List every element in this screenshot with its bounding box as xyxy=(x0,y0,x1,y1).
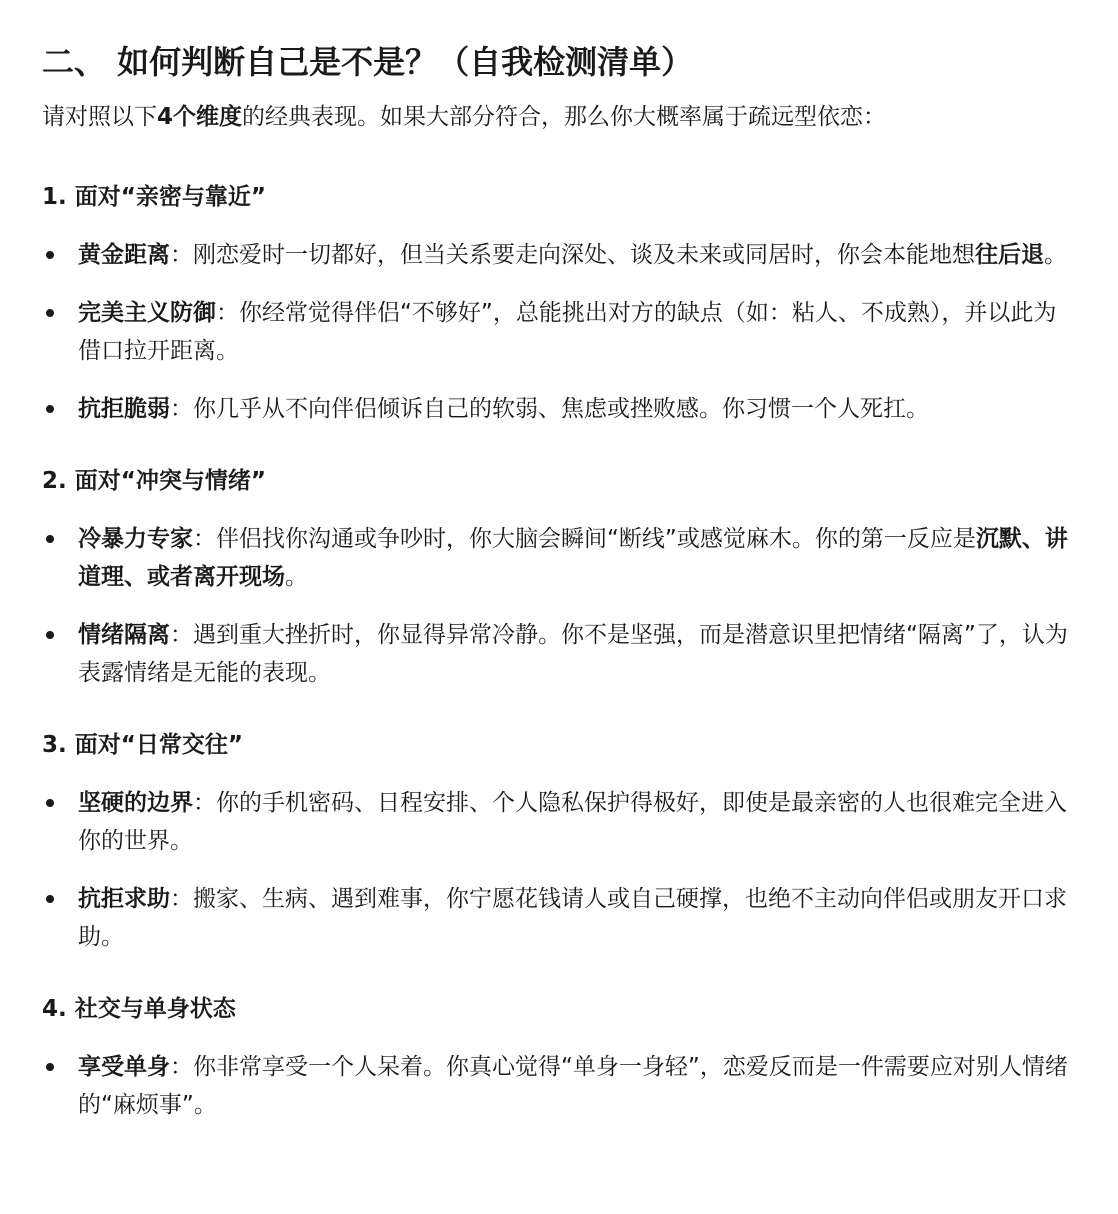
bullet-icon xyxy=(46,1063,54,1071)
item-term: 黄金距离 xyxy=(78,242,170,268)
item-text: 遇到重大挫折时，你显得异常冷静。你不是坚强，而是潜意识里把情绪“隔离”了，认为表露情绪是无能的表现。 xyxy=(78,622,1068,686)
item-separator: ： xyxy=(170,1054,193,1080)
item-separator: ： xyxy=(193,526,216,552)
item-separator: ： xyxy=(170,396,193,422)
item-strong: 沉默、讲道理、或者离开现场 xyxy=(78,526,1068,590)
list-item xyxy=(42,616,1078,692)
item-text: 你非常享受一个人呆着。你真心觉得“单身一身轻”，恋爱反而是一件需要应对别人情绪的“麻烦事”。 xyxy=(78,1054,1068,1118)
intro-paragraph xyxy=(42,100,1078,134)
item-separator: ： xyxy=(170,622,193,648)
item-tail: 。 xyxy=(1044,242,1067,268)
item-separator: ： xyxy=(170,886,193,912)
section-heading-4: 4. 社交与单身状态 xyxy=(42,996,236,1022)
section-list-2 xyxy=(42,520,1078,692)
list-item xyxy=(42,390,1078,428)
list-item xyxy=(42,1048,1078,1124)
item-text: 刚恋爱时一切都好，但当关系要走向深处、谈及未来或同居时，你会本能地想 xyxy=(193,242,975,268)
list-item xyxy=(42,294,1078,370)
item-term: 冷暴力专家 xyxy=(78,526,193,552)
item-text: 你的手机密码、日程安排、个人隐私保护得极好，即使是最亲密的人也很难完全进入你的世界。 xyxy=(78,790,1067,854)
bullet-icon xyxy=(46,405,54,413)
item-term: 抗拒求助 xyxy=(78,886,170,912)
list-item xyxy=(42,520,1078,596)
item-strong: 往后退 xyxy=(975,242,1044,268)
list-item xyxy=(42,880,1078,956)
section-list-4 xyxy=(42,1048,1078,1124)
bullet-icon xyxy=(46,799,54,807)
bullet-icon xyxy=(46,631,54,639)
item-text: 伴侣找你沟通或争吵时，你大脑会瞬间“断线”或感觉麻木。你的第一反应是 xyxy=(216,526,976,552)
item-term: 抗拒脆弱 xyxy=(78,396,170,422)
bullet-icon xyxy=(46,535,54,543)
item-term: 情绪隔离 xyxy=(78,622,170,648)
item-tail: 。 xyxy=(285,564,308,590)
item-term: 完美主义防御 xyxy=(78,300,216,326)
item-separator: ： xyxy=(216,300,239,326)
item-term: 坚硬的边界 xyxy=(78,790,193,816)
bullet-icon xyxy=(46,309,54,317)
section-list-3 xyxy=(42,784,1078,956)
section-heading-1: 1. 面对“亲密与靠近” xyxy=(42,184,266,210)
item-separator: ： xyxy=(193,790,216,816)
section-list-1 xyxy=(42,236,1078,428)
list-item xyxy=(42,236,1078,274)
page-title: 二、 如何判断自己是不是？（自我检测清单） xyxy=(42,43,694,81)
item-term: 享受单身 xyxy=(78,1054,170,1080)
section-heading-2: 2. 面对“冲突与情绪” xyxy=(42,468,266,494)
intro-text-tail: 的经典表现。如果大部分符合，那么你大概率属于疏远型依恋： xyxy=(242,104,887,130)
list-item xyxy=(42,784,1078,860)
bullet-icon xyxy=(46,251,54,259)
item-text: 搬家、生病、遇到难事，你宁愿花钱请人或自己硬撑，也绝不主动向伴侣或朋友开口求助。 xyxy=(78,886,1067,950)
item-text: 你经常觉得伴侣“不够好”，总能挑出对方的缺点（如：粘人、不成熟），并以此为借口拉开距离。 xyxy=(78,300,1057,364)
item-text: 你几乎从不向伴侣倾诉自己的软弱、焦虑或挫败感。你习惯一个人死扛。 xyxy=(193,396,929,422)
intro-bold: 4个维度 xyxy=(157,104,243,130)
item-separator: ： xyxy=(170,242,193,268)
intro-text: 请对照以下 xyxy=(42,104,157,130)
section-heading-3: 3. 面对“日常交往” xyxy=(42,732,243,758)
bullet-icon xyxy=(46,895,54,903)
